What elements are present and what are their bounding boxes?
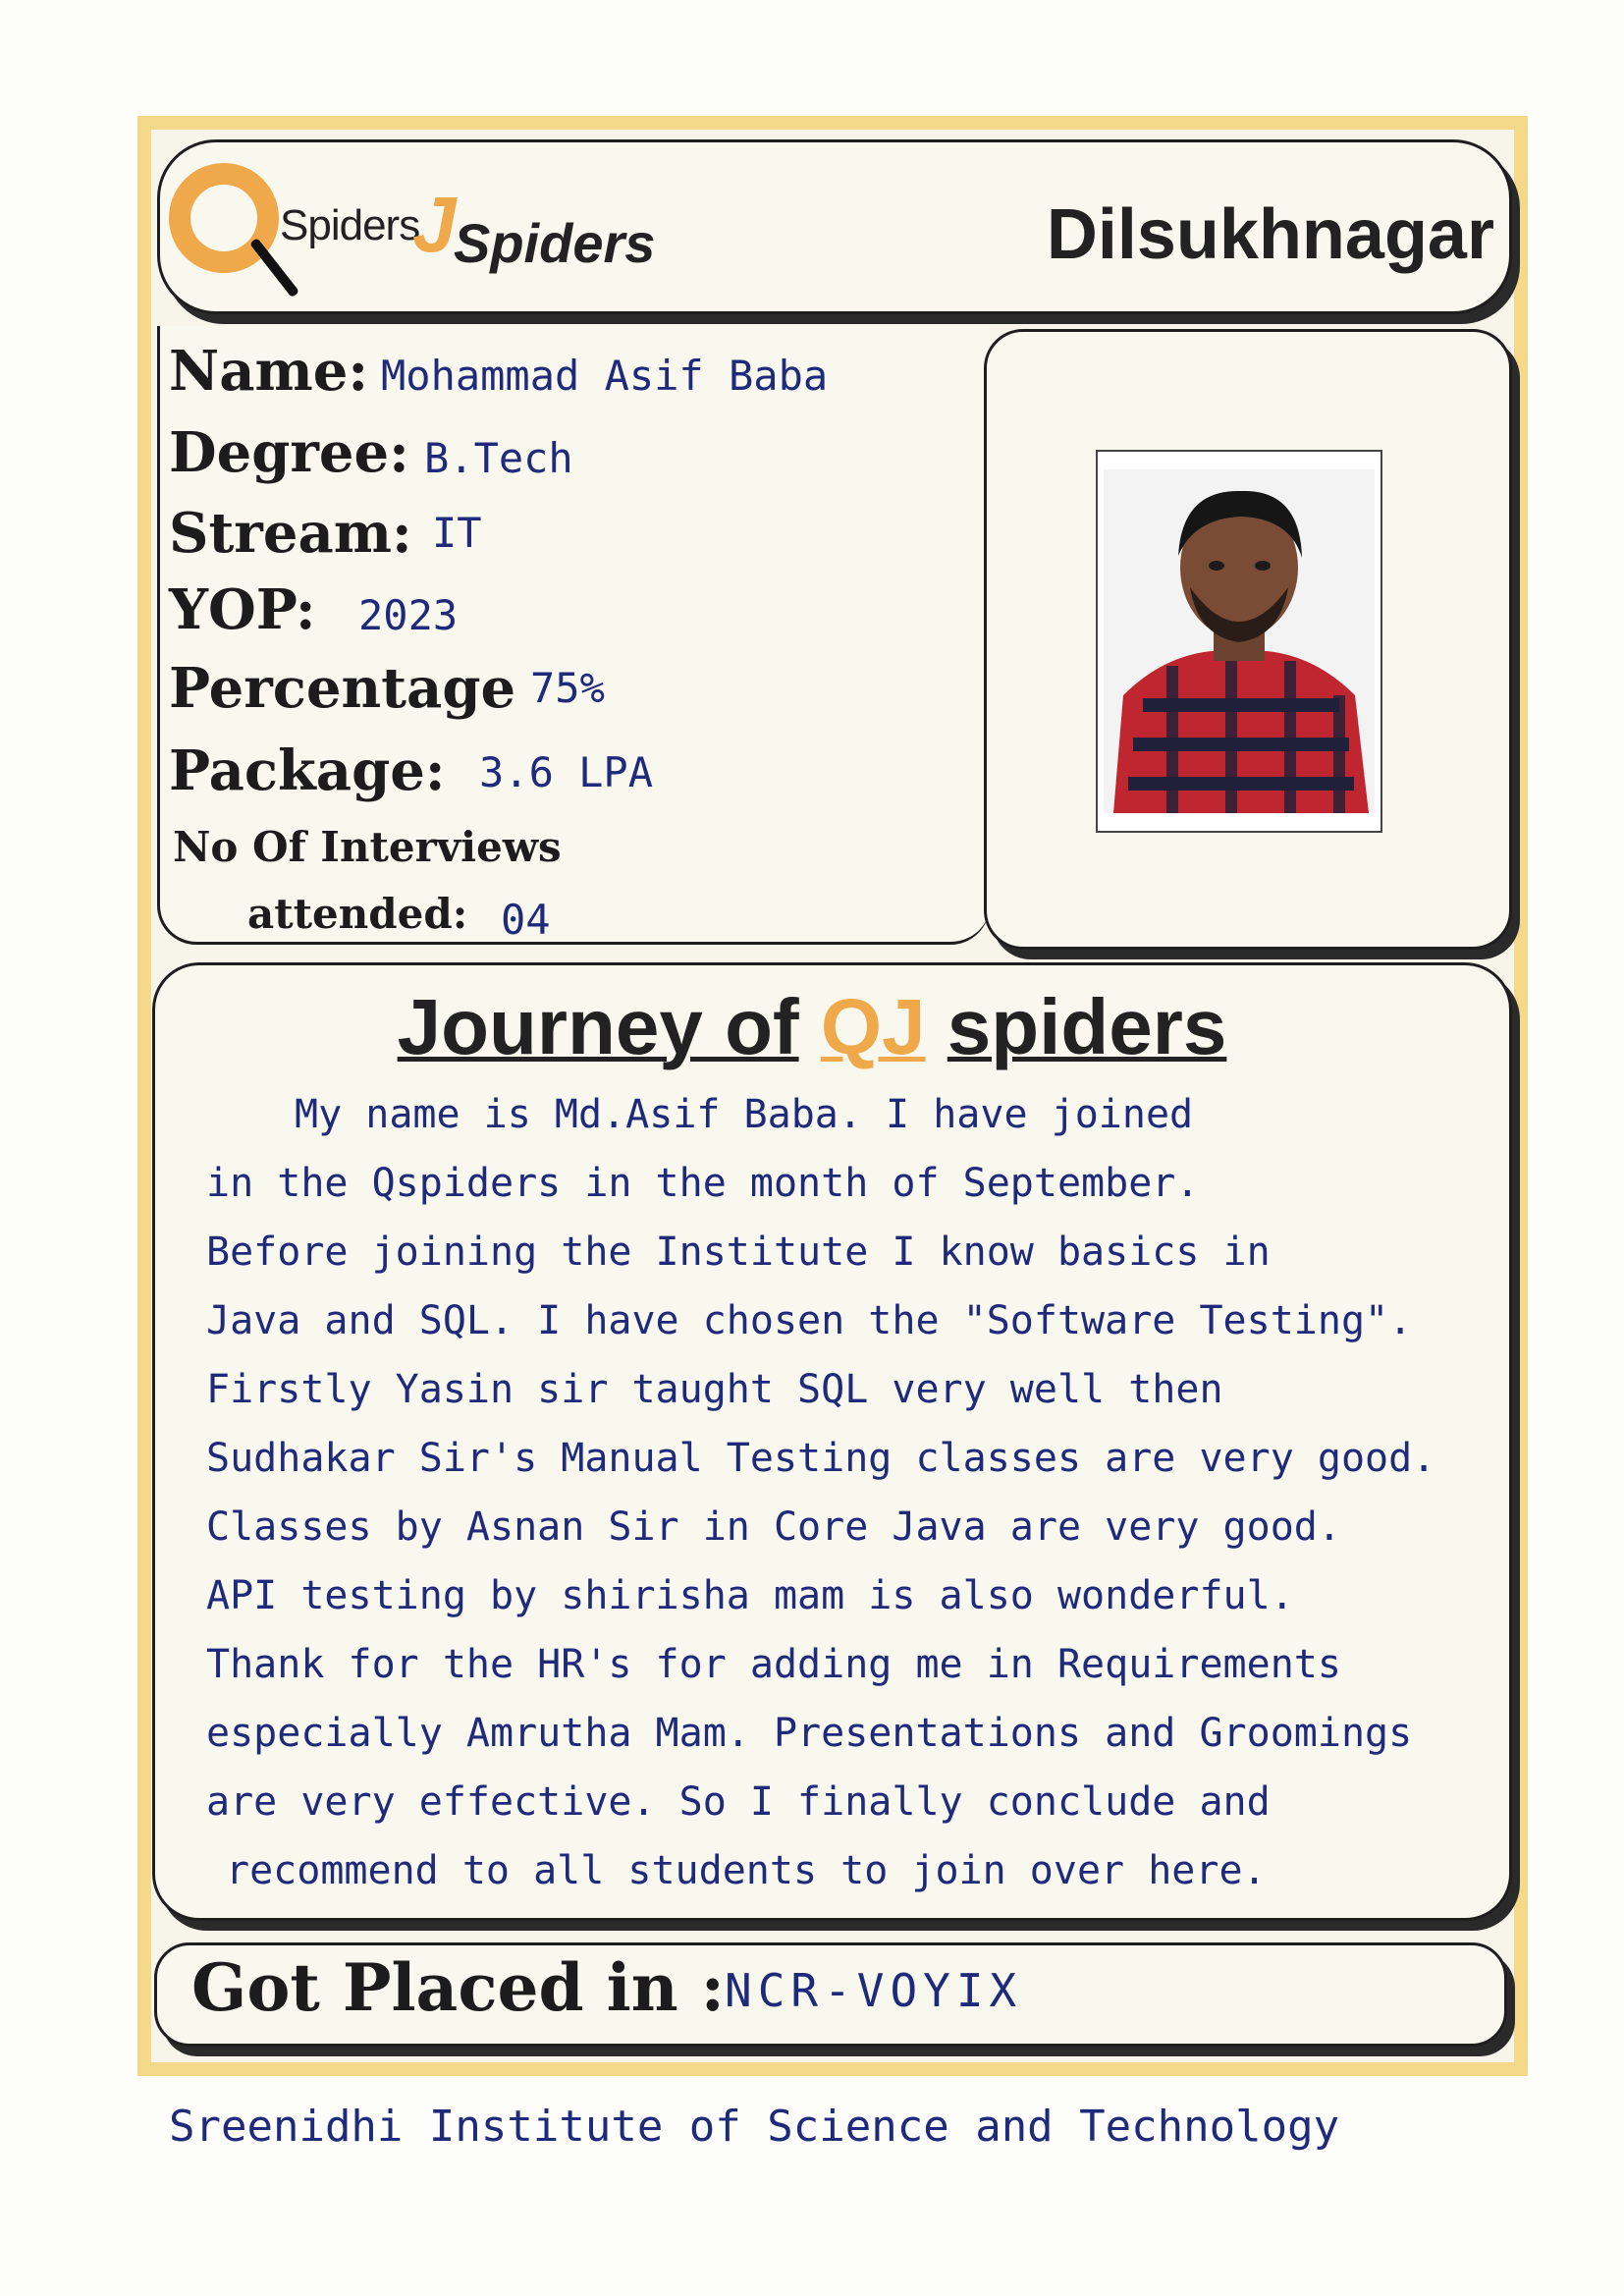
package-value: 3.6 LPA [479,748,654,796]
journey-line: Thank for the HR's for adding me in Requirements [206,1642,1341,1687]
journey-line: are very effective. So I finally conclude and [206,1779,1271,1825]
placed-company: NCR-VOYIX [725,1964,1023,2017]
journey-title-qj: QJ [820,983,926,1070]
journey-line: in the Qspiders in the month of September. [206,1161,1200,1206]
placed-label: Got Placed in : [191,1949,726,2026]
journey-line: Classes by Asnan Sir in Core Java are very good. [206,1504,1341,1550]
student-photo-image [1104,469,1375,813]
journey-line: Before joining the Institute I know basics in [206,1230,1271,1275]
journey-title-pre: Journey of [397,983,799,1070]
degree-value: B.Tech [424,434,573,482]
logo-j-letter: J [412,181,457,268]
name-value: Mohammad Asif Baba [381,352,829,400]
yop-label: YOP: [169,577,316,642]
percentage-value: 75% [530,664,605,712]
degree-label: Degree: [169,420,409,485]
journey-title-post: spiders [947,983,1227,1070]
logo-qspiders-text: Spiders [280,201,420,249]
journey-line: especially Amrutha Mam. Presentations and Groomings [206,1711,1413,1756]
journey-line: recommend to all students to join over here. [226,1848,1267,1893]
journey-title [0,982,1624,1072]
percentage-label: Percentage [169,656,516,721]
interviews-label-line2: attended: [247,890,468,938]
journey-line: Sudhakar Sir's Manual Testing classes are very good. [206,1436,1436,1481]
student-photo [1104,469,1375,813]
journey-line: Java and SQL. I have chosen the "Software Testing". [206,1298,1413,1343]
journey-line: My name is Md.Asif Baba. I have joined [295,1092,1194,1137]
college-name: Sreenidhi Institute of Science and Technology [169,2102,1340,2152]
interviews-label-line1: No Of Interviews [173,823,562,871]
yop-value: 2023 [358,591,459,639]
journey-handwritten-text [206,1080,1463,1905]
branch-name: Dilsukhnagar [1046,195,1494,274]
journey-line: API testing by shirisha mam is also wonderful. [206,1573,1294,1618]
package-label: Package: [169,738,446,803]
journey-line: Firstly Yasin sir taught SQL very well then [206,1367,1223,1412]
name-label: Name: [169,339,369,404]
stream-label: Stream: [169,501,412,566]
interviews-value: 04 [501,896,551,944]
logo-jspiders-text: Spiders [454,212,656,274]
stream-value: IT [432,509,482,557]
